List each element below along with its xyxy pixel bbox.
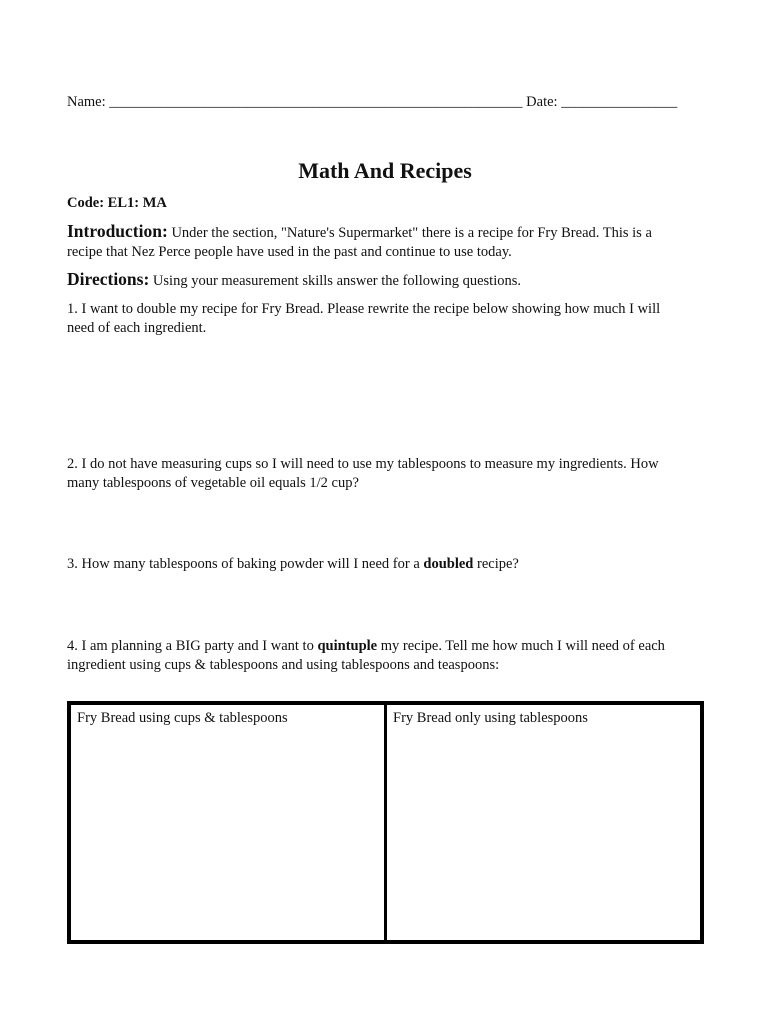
question-4-emphasis: quintuple bbox=[317, 638, 378, 654]
question-3 bbox=[67, 555, 519, 574]
question-4-line-2: ingredient using cups & tablespoons and using tablespoons and teaspoons: bbox=[67, 657, 500, 673]
name-label: Name: bbox=[67, 94, 106, 110]
question-3-emphasis: doubled bbox=[423, 556, 474, 572]
introduction-text-2: recipe that Nez Perce people have used in the past and continue to use today. bbox=[67, 244, 512, 260]
question-4-text-a: 4. I am planning a BIG party and I want to bbox=[67, 638, 318, 654]
introduction-line-1 bbox=[67, 222, 652, 243]
question-2-line-1: 2. I do not have measuring cups so I will need to use my tablespoons to measure my ingredients. How bbox=[67, 456, 659, 472]
question-1-line-1: 1. I want to double my recipe for Fry Bread. Please rewrite the recipe below showing how much I will bbox=[67, 301, 661, 317]
directions-text: Using your measurement skills answer the following questions. bbox=[152, 273, 522, 289]
name-date-line bbox=[67, 93, 677, 112]
date-blank[interactable]: ________________ bbox=[561, 94, 678, 110]
introduction-text-1: Under the section, "Nature's Supermarket" there is a recipe for Fry Bread. This is a bbox=[171, 225, 652, 241]
date-label: Date: bbox=[526, 94, 558, 110]
column-header-cups-tablespoons: Fry Bread using cups & tablespoons bbox=[77, 710, 288, 726]
code-label: Code: EL1: MA bbox=[67, 195, 167, 211]
directions-line bbox=[67, 270, 521, 291]
question-4-line-1 bbox=[67, 637, 665, 656]
introduction-heading: Introduction: bbox=[67, 221, 168, 241]
answer-cell-tablespoons-only[interactable] bbox=[384, 705, 700, 940]
answer-cell-cups-tablespoons[interactable] bbox=[71, 705, 384, 940]
answer-table bbox=[67, 701, 704, 944]
column-header-tablespoons-only: Fry Bread only using tablespoons bbox=[393, 710, 588, 726]
question-3-text-a: 3. How many tablespoons of baking powder will I need for a bbox=[67, 556, 424, 572]
question-2-line-2: many tablespoons of vegetable oil equals 1/2 cup? bbox=[67, 475, 359, 491]
page-title: Math And Recipes bbox=[298, 158, 472, 183]
question-1-line-2: need of each ingredient. bbox=[67, 320, 207, 336]
name-blank[interactable]: _________________________________________________________ bbox=[109, 94, 523, 110]
question-3-text-b: recipe? bbox=[473, 556, 519, 572]
directions-heading: Directions: bbox=[67, 269, 150, 289]
question-4-text-b: my recipe. Tell me how much I will need of each bbox=[377, 638, 665, 654]
